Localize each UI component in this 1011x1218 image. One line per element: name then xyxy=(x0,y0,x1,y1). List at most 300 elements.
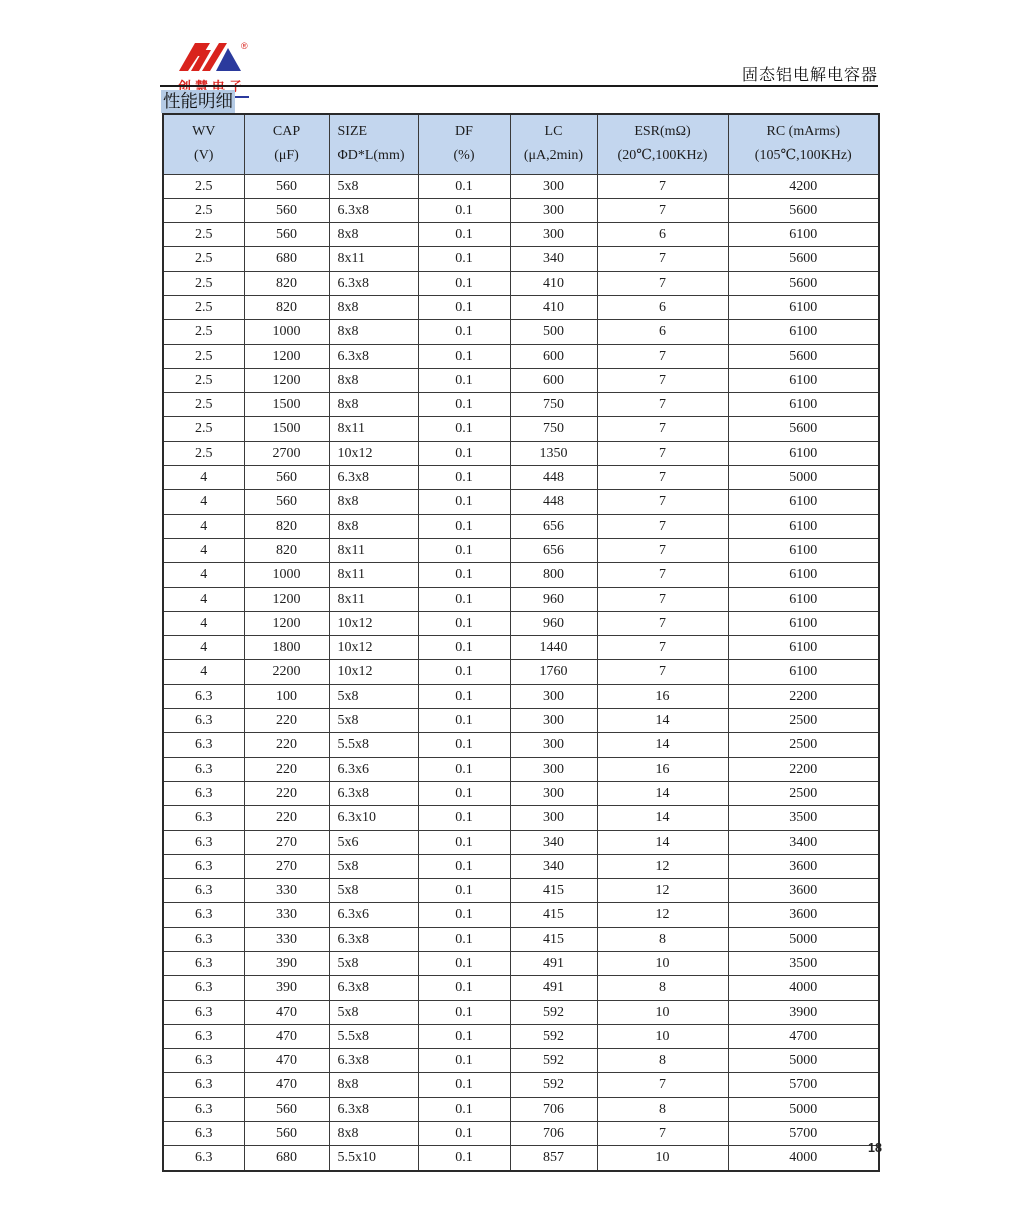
table-cell: 1500 xyxy=(244,417,329,441)
table-cell: 3400 xyxy=(728,830,879,854)
table-cell: 470 xyxy=(244,1024,329,1048)
table-cell: 6.3 xyxy=(163,684,244,708)
table-cell: 5000 xyxy=(728,466,879,490)
table-cell: 0.1 xyxy=(418,757,510,781)
table-cell: 5x8 xyxy=(329,879,418,903)
table-row xyxy=(163,976,879,1000)
table-cell: 8x8 xyxy=(329,1073,418,1097)
table-cell: 656 xyxy=(510,514,597,538)
table-row xyxy=(163,660,879,684)
table-cell: 470 xyxy=(244,1000,329,1024)
table-cell: 5700 xyxy=(728,1122,879,1146)
table-cell: 8x11 xyxy=(329,247,418,271)
table-cell: 2.5 xyxy=(163,295,244,319)
table-cell: 0.1 xyxy=(418,441,510,465)
table-cell: 6.3 xyxy=(163,1097,244,1121)
table-cell: 7 xyxy=(597,344,728,368)
table-cell: 6100 xyxy=(728,563,879,587)
table-cell: 220 xyxy=(244,806,329,830)
table-cell: 592 xyxy=(510,1073,597,1097)
table-cell: 340 xyxy=(510,830,597,854)
table-cell: 8x11 xyxy=(329,587,418,611)
table-cell: 0.1 xyxy=(418,417,510,441)
table-row xyxy=(163,1097,879,1121)
table-cell: 706 xyxy=(510,1097,597,1121)
table-cell: 10 xyxy=(597,1024,728,1048)
table-cell: 6.3 xyxy=(163,1146,244,1171)
table-cell: 6100 xyxy=(728,611,879,635)
table-cell: 0.1 xyxy=(418,247,510,271)
table-row xyxy=(163,806,879,830)
table-cell: 220 xyxy=(244,733,329,757)
table-cell: 220 xyxy=(244,757,329,781)
table-cell: 8x8 xyxy=(329,393,418,417)
col-header-line: (%) xyxy=(453,148,475,164)
table-cell: 7 xyxy=(597,587,728,611)
table-cell: 6.3 xyxy=(163,1024,244,1048)
table-row xyxy=(163,198,879,222)
table-cell: 0.1 xyxy=(418,952,510,976)
table-cell: 7 xyxy=(597,368,728,392)
table-cell: 330 xyxy=(244,903,329,927)
col-header-line: (20℃,100KHz) xyxy=(617,148,708,164)
table-cell: 0.1 xyxy=(418,733,510,757)
table-cell: 415 xyxy=(510,903,597,927)
table-cell: 2200 xyxy=(728,684,879,708)
table-cell: 4 xyxy=(163,538,244,562)
table-cell: 8x8 xyxy=(329,368,418,392)
table-cell: 6.3x6 xyxy=(329,757,418,781)
table-cell: 4700 xyxy=(728,1024,879,1048)
table-row xyxy=(163,441,879,465)
table-cell: 4 xyxy=(163,563,244,587)
table-cell: 4 xyxy=(163,466,244,490)
table-cell: 2.5 xyxy=(163,320,244,344)
table-cell: 6.3x8 xyxy=(329,927,418,951)
table-cell: 12 xyxy=(597,854,728,878)
table-cell: 8 xyxy=(597,976,728,1000)
table-cell: 300 xyxy=(510,806,597,830)
table-cell: 2500 xyxy=(728,709,879,733)
col-header-line: (μA,2min) xyxy=(523,148,584,164)
table-cell: 2500 xyxy=(728,733,879,757)
table-cell: 6100 xyxy=(728,490,879,514)
table-cell: 7 xyxy=(597,466,728,490)
table-cell: 1200 xyxy=(244,344,329,368)
table-cell: 2.5 xyxy=(163,417,244,441)
table-cell: 470 xyxy=(244,1049,329,1073)
table-cell: 6.3 xyxy=(163,854,244,878)
table-cell: 1200 xyxy=(244,611,329,635)
table-cell: 0.1 xyxy=(418,587,510,611)
table-row xyxy=(163,733,879,757)
table-cell: 5.5x10 xyxy=(329,1146,418,1171)
table-cell: 7 xyxy=(597,198,728,222)
table-cell: 0.1 xyxy=(418,709,510,733)
header-divider xyxy=(160,85,878,87)
table-cell: 7 xyxy=(597,611,728,635)
table-cell: 750 xyxy=(510,393,597,417)
table-cell: 706 xyxy=(510,1122,597,1146)
table-cell: 491 xyxy=(510,952,597,976)
table-row xyxy=(163,1024,879,1048)
table-cell: 3600 xyxy=(728,854,879,878)
table-cell: 5000 xyxy=(728,1049,879,1073)
table-cell: 5x6 xyxy=(329,830,418,854)
table-cell: 3500 xyxy=(728,806,879,830)
table-cell: 5.5x8 xyxy=(329,1024,418,1048)
table-cell: 0.1 xyxy=(418,1024,510,1048)
table-cell: 340 xyxy=(510,247,597,271)
col-header-line: ΦD*L(mm) xyxy=(337,148,405,164)
table-cell: 5x8 xyxy=(329,1000,418,1024)
table-row xyxy=(163,563,879,587)
table-cell: 220 xyxy=(244,709,329,733)
table-cell: 6100 xyxy=(728,320,879,344)
table-cell: 8 xyxy=(597,1049,728,1073)
section-title: 性能明细 xyxy=(163,91,233,111)
table-cell: 6.3 xyxy=(163,952,244,976)
table-row xyxy=(163,903,879,927)
col-header-line: LC xyxy=(544,124,563,140)
table-row xyxy=(163,344,879,368)
table-cell: 820 xyxy=(244,514,329,538)
table-header xyxy=(163,114,879,174)
table-cell: 4000 xyxy=(728,976,879,1000)
table-cell: 6.3 xyxy=(163,976,244,1000)
col-header-line: (105℃,100KHz) xyxy=(754,148,852,164)
table-cell: 7 xyxy=(597,417,728,441)
table-cell: 8x11 xyxy=(329,563,418,587)
table-cell: 0.1 xyxy=(418,636,510,660)
table-cell: 560 xyxy=(244,198,329,222)
table-cell: 5700 xyxy=(728,1073,879,1097)
table-row xyxy=(163,393,879,417)
table-cell: 6.3 xyxy=(163,709,244,733)
table-cell: 1440 xyxy=(510,636,597,660)
table-cell: 5600 xyxy=(728,271,879,295)
table-cell: 0.1 xyxy=(418,1122,510,1146)
table-cell: 7 xyxy=(597,538,728,562)
table-cell: 0.1 xyxy=(418,344,510,368)
table-cell: 14 xyxy=(597,781,728,805)
col-header-line: (μF) xyxy=(274,148,299,164)
table-row xyxy=(163,684,879,708)
table-cell: 5x8 xyxy=(329,854,418,878)
table-cell: 960 xyxy=(510,587,597,611)
table-cell: 2.5 xyxy=(163,441,244,465)
table-cell: 7 xyxy=(597,514,728,538)
table-cell: 0.1 xyxy=(418,174,510,198)
table-cell: 10 xyxy=(597,952,728,976)
table-cell: 5000 xyxy=(728,927,879,951)
table-cell: 2.5 xyxy=(163,174,244,198)
table-cell: 6.3x8 xyxy=(329,198,418,222)
table-cell: 6.3x6 xyxy=(329,903,418,927)
table-cell: 0.1 xyxy=(418,927,510,951)
table-cell: 6 xyxy=(597,295,728,319)
table-cell: 14 xyxy=(597,806,728,830)
table-row xyxy=(163,1073,879,1097)
table-row xyxy=(163,1049,879,1073)
table-cell: 8x8 xyxy=(329,514,418,538)
table-cell: 2500 xyxy=(728,781,879,805)
table-cell: 300 xyxy=(510,757,597,781)
table-cell: 592 xyxy=(510,1000,597,1024)
table-cell: 3600 xyxy=(728,879,879,903)
table-cell: 1000 xyxy=(244,320,329,344)
table-cell: 1500 xyxy=(244,393,329,417)
table-cell: 0.1 xyxy=(418,1073,510,1097)
table-row xyxy=(163,514,879,538)
table-cell: 960 xyxy=(510,611,597,635)
table-row xyxy=(163,636,879,660)
table-cell: 5600 xyxy=(728,417,879,441)
table-cell: 3500 xyxy=(728,952,879,976)
table-cell: 8x8 xyxy=(329,295,418,319)
table-cell: 220 xyxy=(244,781,329,805)
table-row xyxy=(163,927,879,951)
table-cell: 0.1 xyxy=(418,1097,510,1121)
col-header-line: RC (mArms) xyxy=(766,124,840,140)
table-cell: 2.5 xyxy=(163,247,244,271)
table-row xyxy=(163,1146,879,1171)
table-cell: 6.3x8 xyxy=(329,1049,418,1073)
table-cell: 5600 xyxy=(728,247,879,271)
table-cell: 10x12 xyxy=(329,611,418,635)
table-cell: 415 xyxy=(510,879,597,903)
table-cell: 7 xyxy=(597,247,728,271)
table-cell: 0.1 xyxy=(418,538,510,562)
col-header-wv xyxy=(163,114,244,174)
table-cell: 0.1 xyxy=(418,854,510,878)
table-cell: 750 xyxy=(510,417,597,441)
table-cell: 600 xyxy=(510,344,597,368)
col-header-line: SIZE xyxy=(337,124,368,140)
table-cell: 6.3x8 xyxy=(329,271,418,295)
table-cell: 0.1 xyxy=(418,660,510,684)
table-cell: 5x8 xyxy=(329,684,418,708)
table-cell: 2.5 xyxy=(163,393,244,417)
table-cell: 820 xyxy=(244,271,329,295)
col-header-line: CAP xyxy=(272,124,301,140)
table-cell: 0.1 xyxy=(418,466,510,490)
table-cell: 6.3 xyxy=(163,830,244,854)
table-cell: 410 xyxy=(510,271,597,295)
table-row xyxy=(163,1000,879,1024)
table-cell: 0.1 xyxy=(418,1049,510,1073)
table-cell: 7 xyxy=(597,636,728,660)
table-cell: 8 xyxy=(597,927,728,951)
table-cell: 5x8 xyxy=(329,709,418,733)
table-cell: 300 xyxy=(510,684,597,708)
table-row xyxy=(163,1122,879,1146)
table-cell: 2200 xyxy=(244,660,329,684)
col-header-df xyxy=(418,114,510,174)
table-cell: 6.3 xyxy=(163,806,244,830)
table-cell: 2.5 xyxy=(163,223,244,247)
table-row xyxy=(163,295,879,319)
table-cell: 6100 xyxy=(728,636,879,660)
table-cell: 6.3 xyxy=(163,1000,244,1024)
table-cell: 560 xyxy=(244,174,329,198)
table-cell: 10 xyxy=(597,1146,728,1171)
table-cell: 4200 xyxy=(728,174,879,198)
table-cell: 857 xyxy=(510,1146,597,1171)
table-cell: 0.1 xyxy=(418,514,510,538)
table-cell: 7 xyxy=(597,174,728,198)
page-number: 18 xyxy=(868,1141,882,1155)
table-row xyxy=(163,247,879,271)
table-row xyxy=(163,952,879,976)
table-cell: 8x11 xyxy=(329,538,418,562)
table-cell: 10x12 xyxy=(329,660,418,684)
table-row xyxy=(163,879,879,903)
table-cell: 6.3 xyxy=(163,1122,244,1146)
table-cell: 0.1 xyxy=(418,684,510,708)
registered-mark-icon: ® xyxy=(241,41,248,51)
table-row xyxy=(163,466,879,490)
table-cell: 1000 xyxy=(244,563,329,587)
table-cell: 592 xyxy=(510,1024,597,1048)
table-cell: 410 xyxy=(510,295,597,319)
table-cell: 8x8 xyxy=(329,1122,418,1146)
table-cell: 10x12 xyxy=(329,636,418,660)
table-cell: 491 xyxy=(510,976,597,1000)
table-cell: 7 xyxy=(597,393,728,417)
col-header-size xyxy=(329,114,418,174)
table-cell: 340 xyxy=(510,854,597,878)
col-header-esr xyxy=(597,114,728,174)
table-cell: 7 xyxy=(597,490,728,514)
table-cell: 6100 xyxy=(728,441,879,465)
table-cell: 820 xyxy=(244,295,329,319)
table-cell: 16 xyxy=(597,757,728,781)
table-cell: 7 xyxy=(597,1122,728,1146)
table-cell: 0.1 xyxy=(418,563,510,587)
table-row xyxy=(163,320,879,344)
table-cell: 2200 xyxy=(728,757,879,781)
table-row xyxy=(163,490,879,514)
table-cell: 415 xyxy=(510,927,597,951)
table-cell: 6100 xyxy=(728,295,879,319)
table-cell: 5600 xyxy=(728,344,879,368)
table-cell: 6 xyxy=(597,223,728,247)
table-cell: 16 xyxy=(597,684,728,708)
table-cell: 6.3x10 xyxy=(329,806,418,830)
table-cell: 5x8 xyxy=(329,952,418,976)
table-cell: 6.3x8 xyxy=(329,344,418,368)
table-cell: 4 xyxy=(163,660,244,684)
table-cell: 560 xyxy=(244,490,329,514)
table-cell: 560 xyxy=(244,1122,329,1146)
table-cell: 0.1 xyxy=(418,879,510,903)
table-cell: 2.5 xyxy=(163,368,244,392)
table-row xyxy=(163,709,879,733)
table-cell: 270 xyxy=(244,854,329,878)
table-cell: 0.1 xyxy=(418,271,510,295)
table-cell: 680 xyxy=(244,1146,329,1171)
table-cell: 6 xyxy=(597,320,728,344)
table-cell: 7 xyxy=(597,563,728,587)
table-cell: 448 xyxy=(510,490,597,514)
table-row xyxy=(163,538,879,562)
table-cell: 7 xyxy=(597,1073,728,1097)
table-cell: 470 xyxy=(244,1073,329,1097)
table-row xyxy=(163,830,879,854)
table-cell: 6.3 xyxy=(163,1073,244,1097)
table-cell: 1350 xyxy=(510,441,597,465)
table-cell: 0.1 xyxy=(418,806,510,830)
table-row xyxy=(163,587,879,611)
table-cell: 0.1 xyxy=(418,295,510,319)
table-cell: 592 xyxy=(510,1049,597,1073)
col-header-lc xyxy=(510,114,597,174)
table-cell: 14 xyxy=(597,830,728,854)
table-cell: 6.3 xyxy=(163,903,244,927)
table-cell: 800 xyxy=(510,563,597,587)
table-cell: 1800 xyxy=(244,636,329,660)
table-cell: 6.3x8 xyxy=(329,466,418,490)
table-cell: 500 xyxy=(510,320,597,344)
table-cell: 600 xyxy=(510,368,597,392)
table-cell: 5x8 xyxy=(329,174,418,198)
table-cell: 448 xyxy=(510,466,597,490)
table-cell: 6.3 xyxy=(163,927,244,951)
table-cell: 0.1 xyxy=(418,781,510,805)
table-cell: 0.1 xyxy=(418,223,510,247)
table-cell: 390 xyxy=(244,976,329,1000)
table-cell: 4 xyxy=(163,611,244,635)
table-cell: 6.3 xyxy=(163,757,244,781)
table-cell: 8x8 xyxy=(329,223,418,247)
table-cell: 12 xyxy=(597,879,728,903)
table-row xyxy=(163,271,879,295)
table-cell: 3600 xyxy=(728,903,879,927)
table-cell: 330 xyxy=(244,879,329,903)
table-cell: 6100 xyxy=(728,223,879,247)
table-cell: 300 xyxy=(510,223,597,247)
col-header-line: (V) xyxy=(194,148,214,164)
table-cell: 12 xyxy=(597,903,728,927)
table-cell: 14 xyxy=(597,709,728,733)
table-cell: 7 xyxy=(597,271,728,295)
table-cell: 6100 xyxy=(728,587,879,611)
table-cell: 0.1 xyxy=(418,320,510,344)
table-cell: 560 xyxy=(244,223,329,247)
table-cell: 6100 xyxy=(728,368,879,392)
table-cell: 4 xyxy=(163,490,244,514)
table-cell: 7 xyxy=(597,441,728,465)
table-cell: 4 xyxy=(163,514,244,538)
table-cell: 8 xyxy=(597,1097,728,1121)
company-logo-icon xyxy=(175,40,249,74)
table-cell: 0.1 xyxy=(418,1146,510,1171)
col-header-line: ESR(mΩ) xyxy=(634,124,691,140)
doc-title: 固态铝电解电容器 xyxy=(741,67,878,84)
col-header-rc xyxy=(728,114,879,174)
table-cell: 0.1 xyxy=(418,830,510,854)
table-row xyxy=(163,781,879,805)
table-cell: 2.5 xyxy=(163,198,244,222)
table-cell: 6.3x8 xyxy=(329,1097,418,1121)
table-cell: 6100 xyxy=(728,514,879,538)
table-cell: 4 xyxy=(163,587,244,611)
table-cell: 4 xyxy=(163,636,244,660)
table-cell: 1200 xyxy=(244,587,329,611)
table-cell: 0.1 xyxy=(418,976,510,1000)
table-body xyxy=(163,174,879,1171)
